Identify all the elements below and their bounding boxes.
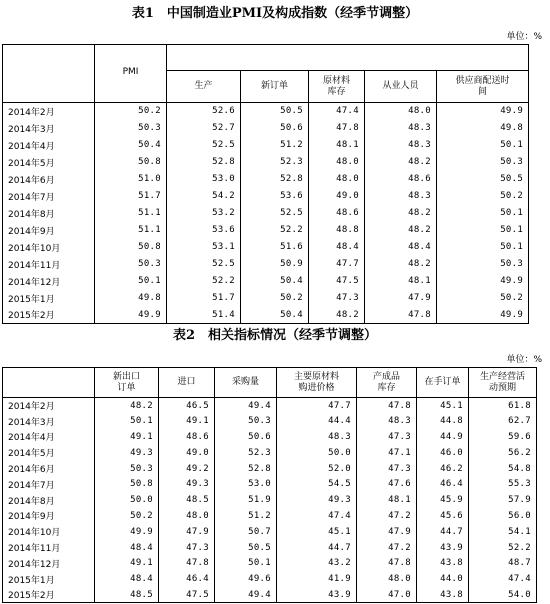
table1-value-cell: 49.0 [309,188,365,205]
table2-value-cell: 48.5 [95,587,159,603]
table2-value-cell: 44.7 [417,524,469,540]
table1-value-cell: 50.5 [241,103,309,120]
table2-value-cell: 49.1 [95,555,159,571]
table2 [2,367,537,603]
table1-unit: 单位：% [506,32,542,42]
table2-month-cell: 2014年5月 [3,445,95,461]
table2-value-cell: 50.5 [215,540,277,556]
table1-value-cell: 52.6 [167,103,241,120]
table1-value-cell: 48.1 [365,273,437,290]
table1-value-cell: 48.1 [309,137,365,154]
table2-month-cell: 2014年6月 [3,461,95,477]
table2-month-cell: 2014年9月 [3,508,95,524]
table2-value-cell: 48.1 [357,492,417,508]
table1-value-cell: 47.4 [309,103,365,120]
table1-value-cell: 50.4 [241,273,309,290]
table1-row [3,273,529,290]
table1-month-cell: 2014年3月 [3,120,95,137]
table2-value-cell: 45.9 [417,492,469,508]
table2-value-cell: 46.4 [417,476,469,492]
table2-value-cell: 48.5 [159,492,215,508]
table1-value-cell: 50.1 [437,137,529,154]
table2-value-cell: 44.7 [277,540,357,556]
table1-month-cell: 2014年11月 [3,256,95,273]
table1-value-cell: 52.8 [167,154,241,171]
table2-value-cell: 46.4 [159,571,215,587]
table2-value-cell: 54.0 [469,587,537,603]
table2-value-cell: 47.4 [277,508,357,524]
table1-value-cell: 50.1 [95,273,167,290]
table1-row [3,290,529,307]
table2-row [3,571,537,587]
table2-value-cell: 50.8 [95,476,159,492]
table2-value-cell: 54.8 [469,461,537,477]
table1-value-cell: 49.9 [95,307,167,324]
table2-value-cell: 43.9 [277,587,357,603]
table2-value-cell: 47.2 [357,508,417,524]
table1-value-cell: 47.3 [309,290,365,307]
table1-value-cell: 51.7 [95,188,167,205]
table1-value-cell: 48.3 [365,188,437,205]
table1-value-cell: 54.2 [167,188,241,205]
table2-value-cell: 50.1 [215,555,277,571]
table1-value-cell: 50.1 [437,222,529,239]
table2-value-cell: 50.2 [95,508,159,524]
table2-value-cell: 47.3 [159,540,215,556]
table2-value-cell: 59.6 [469,429,537,445]
table2-value-cell: 50.6 [215,429,277,445]
table1-value-cell: 48.2 [309,307,365,324]
table1-value-cell: 50.4 [95,137,167,154]
table2-value-cell: 57.9 [469,492,537,508]
table2-value-cell: 52.0 [277,461,357,477]
table1-value-cell: 50.5 [437,171,529,188]
table2-value-cell: 47.2 [357,540,417,556]
table2-value-cell: 44.0 [417,571,469,587]
table2-row [3,524,537,540]
table1-value-cell: 53.6 [167,222,241,239]
table2-value-cell: 52.3 [215,445,277,461]
table1-value-cell: 52.7 [167,120,241,137]
table2-value-cell: 46.0 [417,445,469,461]
table2-row [3,540,537,556]
table1-value-cell: 50.2 [241,290,309,307]
table1-value-cell: 50.2 [437,188,529,205]
table1-value-cell: 51.7 [167,290,241,307]
table2-value-cell: 49.1 [159,413,215,429]
table1-value-cell: 51.1 [95,222,167,239]
table2-value-cell: 47.8 [357,555,417,571]
table2-row [3,398,537,414]
table1-value-cell: 48.8 [309,222,365,239]
table2-value-cell: 45.6 [417,508,469,524]
table1-value-cell: 47.8 [365,307,437,324]
table1-value-cell: 50.1 [437,239,529,256]
table1-value-cell: 50.8 [95,154,167,171]
table1-month-cell: 2014年7月 [3,188,95,205]
table1-corner-cell [3,45,95,103]
table1-row [3,120,529,137]
table1-value-cell: 50.3 [437,154,529,171]
table1-header-cell: 原材料 库存 [309,71,365,103]
table1-value-cell: 50.6 [241,120,309,137]
table1-month-cell: 2015年2月 [3,307,95,324]
table2-month-cell: 2015年2月 [3,587,95,603]
table2-value-cell: 49.4 [215,587,277,603]
table1-header-cell: 生产 [167,71,241,103]
table2-value-cell: 43.9 [417,540,469,556]
table1-value-cell: 48.0 [309,171,365,188]
table2-value-cell: 50.0 [95,492,159,508]
table1-value-cell: 52.5 [167,256,241,273]
table2-value-cell: 49.0 [159,445,215,461]
table1-value-cell: 47.8 [309,120,365,137]
table1-header-pmi: PMI [95,45,167,103]
table1-row [3,222,529,239]
table1-value-cell: 50.2 [437,290,529,307]
table2-value-cell: 49.3 [277,492,357,508]
table2-value-cell: 49.1 [95,429,159,445]
table1-row [3,154,529,171]
table1-value-cell: 52.2 [241,222,309,239]
table1-value-cell: 47.9 [365,290,437,307]
table1-value-cell: 53.2 [167,205,241,222]
table1-month-cell: 2014年5月 [3,154,95,171]
table2-value-cell: 48.7 [469,555,537,571]
table2-value-cell: 47.9 [357,524,417,540]
table1-value-cell: 51.6 [241,239,309,256]
table2-value-cell: 48.6 [159,429,215,445]
table2-month-cell: 2015年1月 [3,571,95,587]
table1-title: 表1 中国制造业PMI及构成指数（经季节调整） [131,6,419,21]
table2-value-cell: 47.4 [469,571,537,587]
table2-value-cell: 53.0 [215,476,277,492]
table1-header-cell: 从业人员 [365,71,437,103]
table2-value-cell: 56.0 [469,508,537,524]
table2-month-cell: 2014年10月 [3,524,95,540]
table2-month-cell: 2014年7月 [3,476,95,492]
table2-value-cell: 49.3 [159,476,215,492]
table1-row [3,239,529,256]
table1-value-cell: 49.9 [437,307,529,324]
table1-value-cell: 50.2 [95,103,167,120]
table2-value-cell: 48.3 [357,413,417,429]
table2-value-cell: 50.1 [95,413,159,429]
table1-value-cell: 47.5 [309,273,365,290]
table2-value-cell: 49.3 [95,445,159,461]
table1-value-cell: 49.9 [437,273,529,290]
table2-value-cell: 47.0 [357,587,417,603]
table1-value-cell: 51.2 [241,137,309,154]
table2-month-cell: 2014年4月 [3,429,95,445]
table1-value-cell: 51.4 [167,307,241,324]
table1-value-cell: 52.5 [167,137,241,154]
table2-value-cell: 43.2 [277,555,357,571]
table2-value-cell: 52.2 [469,540,537,556]
table2-row [3,508,537,524]
table2-value-cell: 50.3 [215,413,277,429]
table2-value-cell: 62.7 [469,413,537,429]
table1-value-cell: 51.1 [95,205,167,222]
table1-month-cell: 2014年9月 [3,222,95,239]
table1-value-cell: 52.3 [241,154,309,171]
table2-value-cell: 41.9 [277,571,357,587]
table2-value-cell: 48.4 [95,540,159,556]
table1-month-cell: 2014年2月 [3,103,95,120]
table2-header-cell: 在手订单 [417,368,469,398]
table2-row [3,492,537,508]
table2-value-cell: 47.1 [357,445,417,461]
table1-value-cell: 52.5 [241,205,309,222]
table1-value-cell: 48.3 [365,120,437,137]
table2-header-cell: 生产经营活 动预期 [469,368,537,398]
table2-value-cell: 49.6 [215,571,277,587]
table2-value-cell: 46.2 [417,461,469,477]
table2-value-cell: 47.8 [357,398,417,414]
table1-header-cell: 新订单 [241,71,309,103]
table1-value-cell: 52.2 [167,273,241,290]
table2-row [3,476,537,492]
table1 [2,44,529,324]
table1-value-cell: 48.4 [309,239,365,256]
table2-month-cell: 2014年3月 [3,413,95,429]
table1-month-cell: 2014年6月 [3,171,95,188]
table1-value-cell: 48.3 [365,137,437,154]
table1-value-cell: 47.7 [309,256,365,273]
table2-row [3,445,537,461]
table2-value-cell: 51.2 [215,508,277,524]
table1-value-cell: 50.3 [437,256,529,273]
table1-row [3,103,529,120]
table2-value-cell: 49.2 [159,461,215,477]
table2-value-cell: 48.4 [95,571,159,587]
table2-value-cell: 46.5 [159,398,215,414]
table2-month-cell: 2014年12月 [3,555,95,571]
table2-value-cell: 50.0 [277,445,357,461]
table2-value-cell: 47.7 [277,398,357,414]
table2-month-cell: 2014年2月 [3,398,95,414]
table1-month-cell: 2014年10月 [3,239,95,256]
table1-month-cell: 2014年8月 [3,205,95,222]
table2-value-cell: 44.8 [417,413,469,429]
table2-value-cell: 55.3 [469,476,537,492]
table1-row [3,205,529,222]
table1-value-cell: 48.6 [365,171,437,188]
table1-value-cell: 50.1 [437,205,529,222]
table2-row [3,413,537,429]
table1-value-cell: 48.4 [365,239,437,256]
table1-value-cell: 48.6 [309,205,365,222]
table1-value-cell: 50.3 [95,256,167,273]
table1-row [3,137,529,154]
table2-value-cell: 48.0 [159,508,215,524]
table2-value-cell: 48.2 [95,398,159,414]
table2-value-cell: 51.9 [215,492,277,508]
table1-value-cell: 50.8 [95,239,167,256]
table2-value-cell: 49.4 [215,398,277,414]
table2-value-cell: 47.9 [159,524,215,540]
table2-value-cell: 44.9 [417,429,469,445]
table1-header-cell: 供应商配送时 间 [437,71,529,103]
table1-value-cell: 52.8 [241,171,309,188]
table1-month-cell: 2015年1月 [3,290,95,307]
table1-value-cell: 50.3 [95,120,167,137]
table2-value-cell: 47.5 [159,587,215,603]
table1-row [3,307,529,324]
table2-value-cell: 45.1 [277,524,357,540]
table1-value-cell: 48.2 [365,205,437,222]
table2-value-cell: 47.3 [357,461,417,477]
table1-value-cell: 48.2 [365,222,437,239]
table2-row [3,461,537,477]
table2-row [3,587,537,603]
table2-value-cell: 49.9 [95,524,159,540]
table2-header-cell: 主要原材料 购进价格 [277,368,357,398]
table2-row [3,429,537,445]
table1-value-cell: 48.0 [309,154,365,171]
table1-row [3,256,529,273]
table2-row [3,555,537,571]
table2-value-cell: 54.1 [469,524,537,540]
table1-value-cell: 53.0 [167,171,241,188]
table1-value-cell: 48.2 [365,154,437,171]
table2-value-cell: 47.3 [357,429,417,445]
table2-value-cell: 45.1 [417,398,469,414]
table2-unit: 单位：% [506,355,542,365]
table2-value-cell: 50.7 [215,524,277,540]
table2-value-cell: 52.8 [215,461,277,477]
table1-value-cell: 49.8 [437,120,529,137]
table2-title: 表2 相关指标情况（经季节调整） [172,328,378,343]
table2-month-cell: 2014年8月 [3,492,95,508]
table1-value-cell: 49.8 [95,290,167,307]
table1-month-cell: 2014年4月 [3,137,95,154]
table2-value-cell: 50.3 [95,461,159,477]
table2-header-cell: 新出口 订单 [95,368,159,398]
table1-month-cell: 2014年12月 [3,273,95,290]
table2-header-cell: 进口 [159,368,215,398]
table1-value-cell: 50.4 [241,307,309,324]
table1-value-cell: 53.6 [241,188,309,205]
table2-value-cell: 56.2 [469,445,537,461]
table2-value-cell: 54.5 [277,476,357,492]
table1-value-cell: 53.1 [167,239,241,256]
table1-value-cell: 51.0 [95,171,167,188]
table1-row [3,188,529,205]
table2-value-cell: 47.8 [159,555,215,571]
table1-value-cell: 48.0 [365,103,437,120]
table2-corner-cell [3,368,95,398]
table1-value-cell: 48.2 [365,256,437,273]
table1-value-cell: 49.9 [437,103,529,120]
table1-value-cell: 50.9 [241,256,309,273]
table2-value-cell: 48.0 [357,571,417,587]
table1-row [3,171,529,188]
table1-header-blank [167,45,529,71]
table2-value-cell: 61.8 [469,398,537,414]
table2-header-cell: 采购量 [215,368,277,398]
table2-month-cell: 2014年11月 [3,540,95,556]
table2-value-cell: 44.4 [277,413,357,429]
table2-value-cell: 43.8 [417,587,469,603]
table2-value-cell: 48.3 [277,429,357,445]
table2-value-cell: 47.6 [357,476,417,492]
table2-value-cell: 43.8 [417,555,469,571]
table2-header-cell: 产成品 库存 [357,368,417,398]
